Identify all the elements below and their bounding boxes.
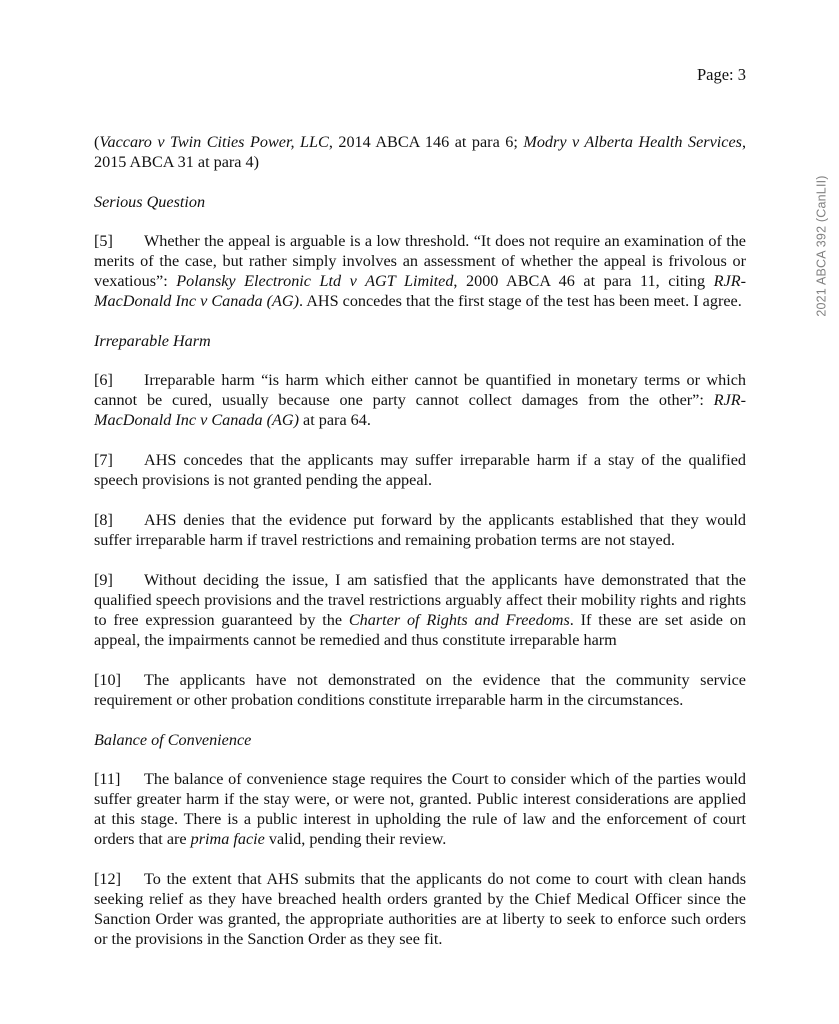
paragraph-9: [9] Without deciding the issue, I am satisfied that the applicants have demonstrated that the qualified speech provisions and the travel restrictions arguably affect their mobility rights and rights to free expression guaranteed by the Charter of Rights and Freedoms. If these are set aside on appeal, the impairments cannot be remedied and thus constitute irreparable harm	[94, 571, 746, 649]
watermark-text: 2021 ABCA 392 (CanLII)	[815, 175, 830, 317]
case-citation: Polansky Electronic Ltd v AGT Limited	[176, 272, 454, 290]
section-heading-balance-of-convenience: Balance of Convenience	[94, 731, 252, 749]
paragraph-number: [10]	[94, 671, 121, 689]
page-number: Page: 3	[696, 65, 746, 84]
case-citation: Vaccaro v Twin Cities Power, LLC	[99, 133, 329, 151]
paragraph-6: [6] Irreparable harm “is harm which either cannot be quantified in monetary terms or which cannot be cured, usually because one party cannot collect damages from the other”: RJR-MacDonald Inc v Canada (AG) at para 64.	[94, 371, 746, 429]
paragraph-5: [5] Whether the appeal is arguable is a low threshold. “It does not require an examination of the merits of the case, but rather simply involves an assessment of whether the appeal is frivolous or vexatious”: Polansky Electronic Ltd v AGT Limited, 2000 ABCA 46 at para 11, citing RJR-MacDonald Inc v Canada (AG). AHS concedes that the first stage of the test has been meet. I agree.	[94, 232, 746, 310]
latin-term: prima facie	[190, 830, 265, 848]
case-citation: Modry v Alberta Health Services	[523, 133, 742, 151]
section-heading-serious-question: Serious Question	[94, 193, 206, 211]
canlii-citation-watermark	[811, 172, 833, 320]
paragraph-7: [7] AHS concedes that the applicants may suffer irreparable harm if a stay of the qualified speech provisions is not granted pending the appeal.	[94, 451, 746, 489]
paragraph-number: [5]	[94, 232, 113, 250]
statute-title: Charter of Rights and Freedoms	[348, 611, 570, 629]
paragraph-10: [10] The applicants have not demonstrated on the evidence that the community service requirement or other probation conditions constitute irreparable harm in the circumstances.	[94, 671, 746, 709]
paragraph-12: [12] To the extent that AHS submits that the applicants do not come to court with clean hands seeking relief as they have breached health orders granted by the Chief Medical Officer since the Sanction Order was granted, the appropriate authorities are at liberty to seek to enforce such orders or the provisions in the Sanction Order as they see fit.	[94, 870, 746, 948]
judgment-body	[94, 132, 746, 969]
paragraph-number: [11]	[94, 770, 121, 788]
paragraph-number: [9]	[94, 571, 113, 589]
paragraph-8: [8] AHS denies that the evidence put forward by the applicants established that they would suffer irreparable harm if travel restrictions and remaining probation terms are not stayed.	[94, 511, 746, 549]
section-heading-irreparable-harm: Irreparable Harm	[94, 332, 211, 350]
paragraph-number: [12]	[94, 870, 121, 888]
case-citation: RJR-MacDonald Inc v Canada (AG)	[94, 391, 746, 429]
paragraph-11: [11] The balance of convenience stage requires the Court to consider which of the parties would suffer greater harm if the stay were, or were not, granted. Public interest considerations are applied at this stage. There is a public interest in upholding the rule of law and the enforcement of court orders that are prima facie valid, pending their review.	[94, 770, 746, 848]
case-citation: RJR-MacDonald Inc v Canada (AG)	[94, 272, 746, 310]
paragraph-number: [7]	[94, 451, 113, 469]
paragraph-number: [6]	[94, 371, 113, 389]
citation-block: (Vaccaro v Twin Cities Power, LLC, 2014 ABCA 146 at para 6; Modry v Alberta Health Services, 2015 ABCA 31 at para 4)	[94, 133, 746, 171]
paragraph-number: [8]	[94, 511, 113, 529]
